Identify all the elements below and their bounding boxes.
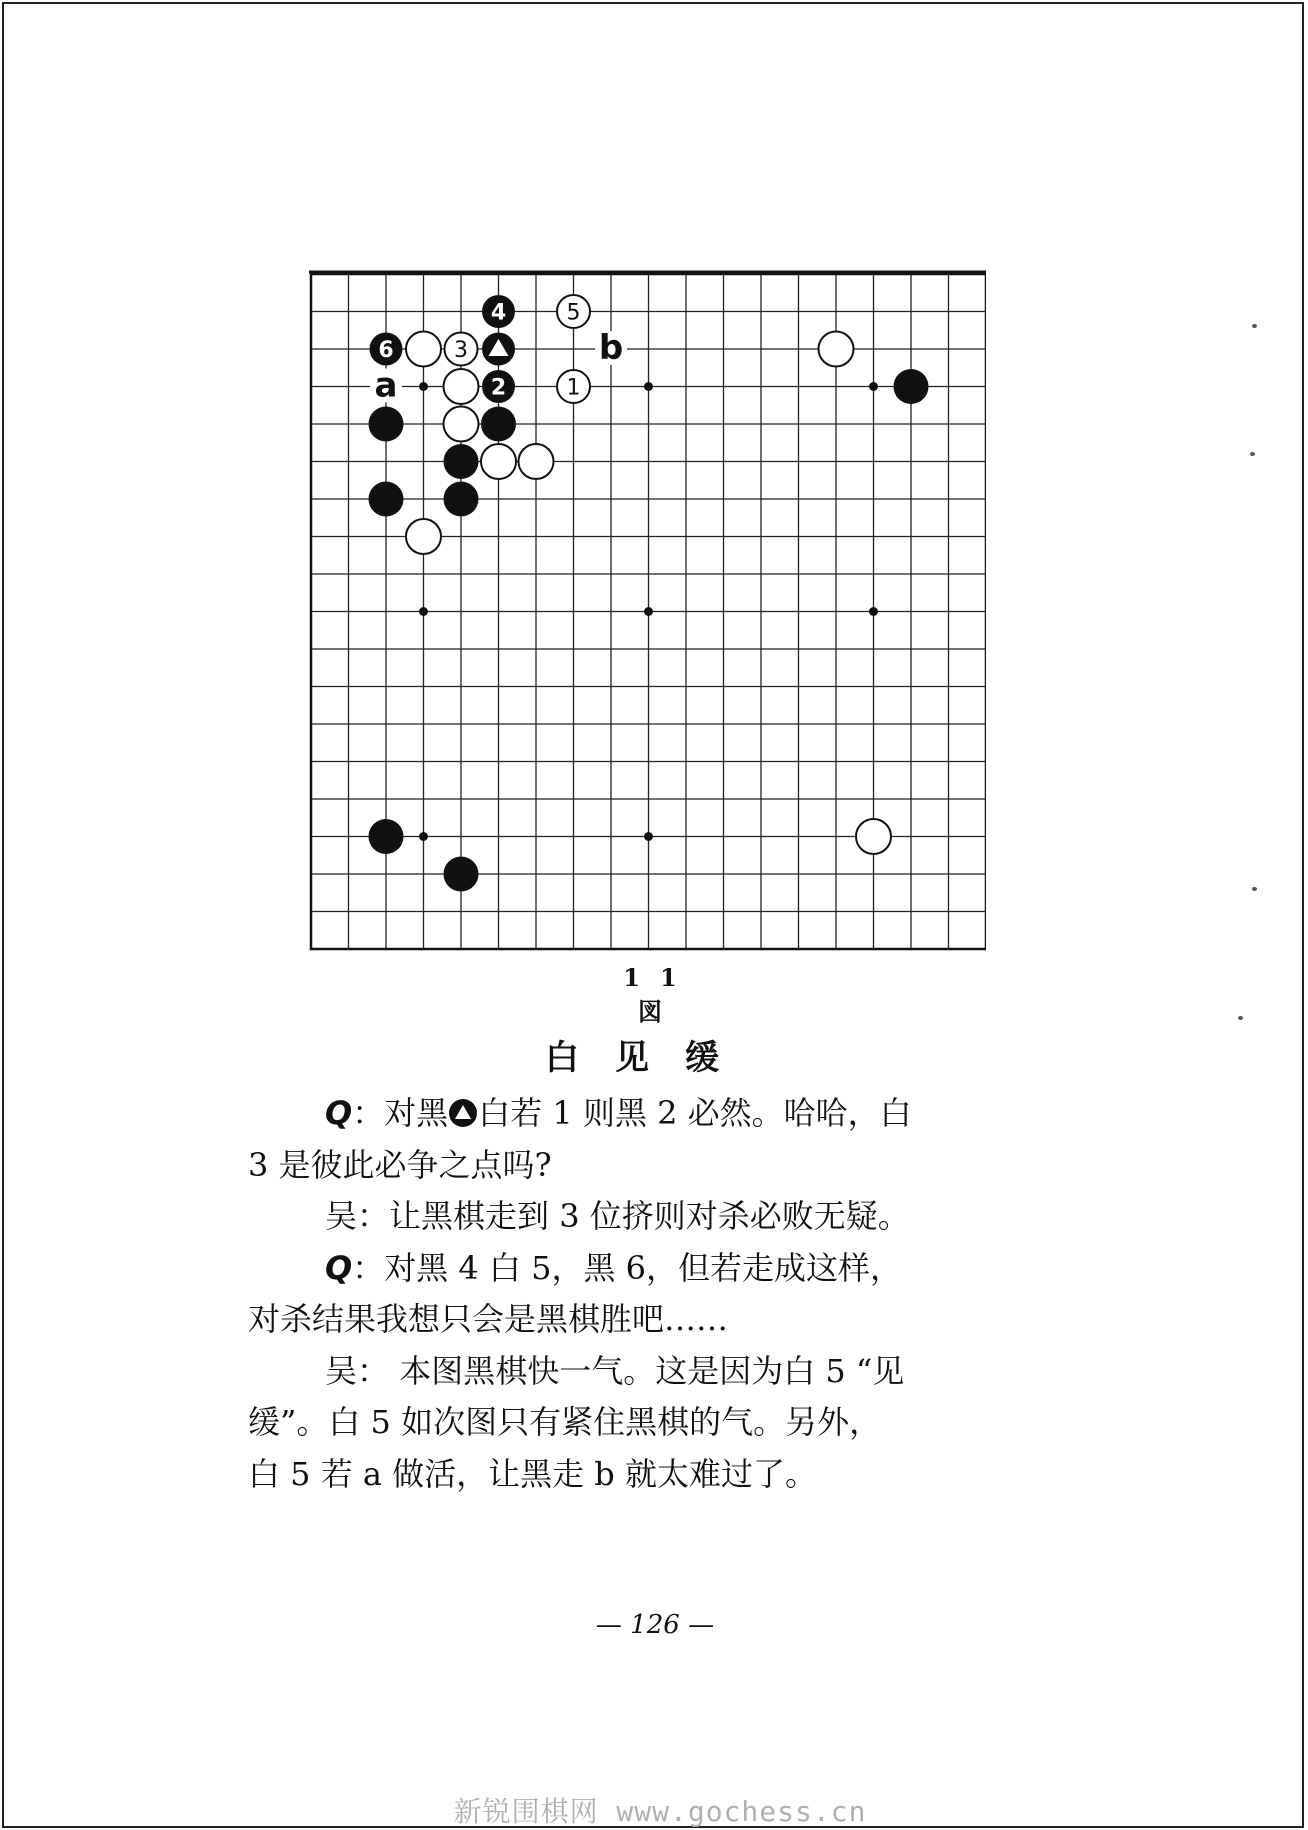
speaker-label: Q	[325, 1094, 353, 1132]
speaker-sep: ：	[357, 1351, 400, 1390]
white-stone	[406, 332, 441, 367]
white-stone	[519, 444, 554, 479]
dialogue-line	[248, 1449, 1038, 1501]
black-stone	[369, 819, 404, 854]
watermark: 新锐围棋网 www.gochess.cn	[453, 1795, 867, 1828]
black-stone	[444, 482, 479, 517]
dialogue-line	[248, 1191, 1038, 1243]
go-board-figure	[306, 262, 986, 952]
speaker-sep: ：	[352, 1248, 385, 1287]
white-stone	[856, 819, 891, 854]
speaker-label: Q	[325, 1248, 353, 1287]
white-stone	[444, 369, 479, 404]
star-point	[869, 382, 878, 391]
line-text: 本图黑棋快一气。这是因为白 5 “见	[399, 1351, 905, 1390]
star-point	[419, 607, 428, 616]
go-board	[306, 262, 986, 952]
black-stone	[369, 482, 404, 517]
letter-mark-label: a	[374, 365, 398, 406]
line-text: 3 是彼此必争之点吗?	[248, 1145, 552, 1184]
white-stone	[444, 407, 479, 442]
line-text: 对黑 4 白 5，黑 6，但若走成这样，	[384, 1248, 902, 1287]
black-triangle-stone-icon	[449, 1099, 477, 1127]
dialogue-line	[248, 1243, 1038, 1295]
scan-speck	[1250, 452, 1255, 456]
scan-speck	[1252, 887, 1257, 891]
line-text: 缓”。白 5 如次图只有紧住黑棋的气。另外，	[248, 1403, 882, 1441]
move-number-label: 6	[378, 338, 394, 363]
line-text: 白 5 若 a 做活，让黑走 b 就太难过了。	[248, 1454, 817, 1493]
star-point	[419, 382, 428, 391]
white-stone	[819, 332, 854, 367]
black-stone	[894, 369, 929, 404]
speaker-label: 吴	[325, 1351, 358, 1390]
star-point	[869, 607, 878, 616]
dialogue-line	[248, 1088, 1038, 1140]
line-text: 让黑棋走到 3 位挤则对杀必败无疑。	[389, 1197, 910, 1235]
page-number: — 126 —	[595, 1610, 715, 1640]
star-point	[644, 382, 653, 391]
black-stone	[444, 857, 479, 892]
star-point	[644, 607, 653, 616]
black-stone	[444, 444, 479, 479]
star-point	[644, 832, 653, 841]
line-text: 对杀结果我想只会是黑棋胜吧……	[248, 1300, 729, 1338]
black-stone	[369, 407, 404, 442]
move-number-label: 3	[454, 338, 468, 363]
dialogue-line	[248, 1294, 1038, 1346]
move-number-label: 1	[566, 375, 581, 401]
move-number-label: 4	[490, 300, 507, 326]
move-number-label: 2	[490, 375, 507, 401]
dialogue-line	[248, 1397, 1038, 1449]
figure-caption: 11 図	[623, 963, 697, 1026]
speaker-sep: ：	[352, 1094, 385, 1132]
black-stone	[481, 407, 516, 442]
speaker-label: 吴	[325, 1197, 358, 1235]
scan-speck	[1238, 1016, 1243, 1020]
line-text: 白若 1 则黑 2 必然。哈哈，白	[478, 1094, 912, 1132]
dialogue-line	[248, 1140, 1038, 1192]
scan-speck	[1252, 324, 1257, 328]
star-point	[419, 832, 428, 841]
letter-mark-label: b	[598, 328, 624, 368]
dialogue-text	[248, 1088, 1038, 1500]
move-number-label: 5	[566, 300, 581, 326]
line-text: 对黑	[384, 1094, 449, 1132]
dialogue-line	[248, 1346, 1038, 1398]
white-stone	[406, 519, 441, 554]
speaker-sep: ：	[357, 1197, 390, 1235]
section-title: 白见缓	[545, 1038, 755, 1078]
white-stone	[481, 444, 516, 479]
